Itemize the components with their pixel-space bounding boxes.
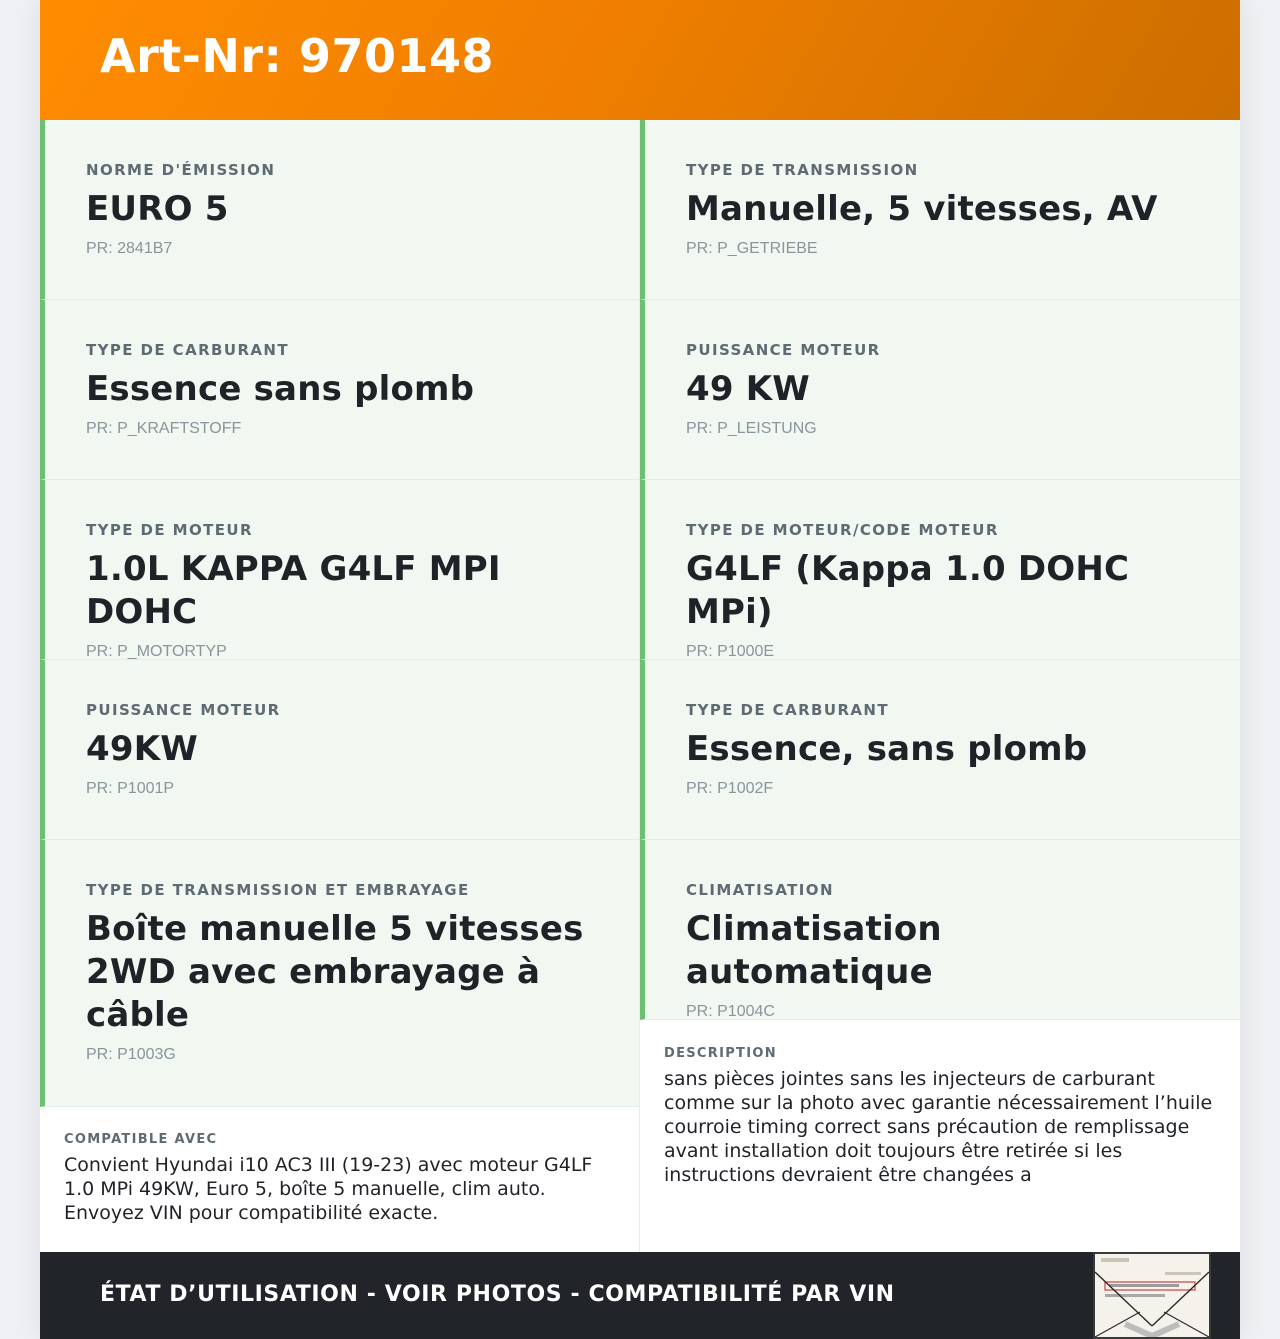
description-label: DESCRIPTION [664, 1046, 777, 1061]
footer-banner [40, 1252, 1240, 1339]
spec-card [640, 840, 1240, 1020]
spec-card [40, 480, 640, 660]
spec-label: TYPE DE CARBURANT [86, 341, 290, 359]
header-banner [40, 0, 1240, 120]
spec-code: PR: P_MOTORTYP [86, 643, 227, 660]
spec-value: Essence sans plomb [86, 369, 475, 409]
compatibility-note [40, 1107, 640, 1252]
spec-code: PR: P_KRAFTSTOFF [86, 420, 242, 437]
condition-banner-text: ÉTAT D’UTILISATION - VOIR PHOTOS - COMPATIBILITÉ PAR VIN [100, 1282, 895, 1307]
spec-card [640, 480, 1240, 660]
spec-code: PR: P1000E [686, 643, 775, 660]
spec-column-left [40, 120, 640, 1107]
spec-label: TYPE DE TRANSMISSION ET EMBRAYAGE [86, 881, 470, 899]
spec-label: PUISSANCE MOTEUR [86, 701, 281, 719]
spec-label: NORME D'ÉMISSION [86, 161, 276, 179]
spec-code: PR: 2841B7 [86, 240, 173, 257]
spec-code: PR: P_GETRIEBE [686, 240, 818, 257]
product-sheet [40, 0, 1240, 1339]
spec-card [640, 660, 1240, 840]
spec-label: PUISSANCE MOTEUR [686, 341, 881, 359]
spec-card [40, 660, 640, 840]
spec-value: G4LF (Kappa 1.0 DOHC MPi) [686, 549, 1130, 632]
spec-label: TYPE DE TRANSMISSION [686, 161, 919, 179]
spec-code: PR: P1004C [686, 1003, 775, 1020]
spec-code: PR: P1003G [86, 1046, 176, 1063]
spec-label: CLIMATISATION [686, 881, 834, 899]
description-note [640, 1020, 1240, 1252]
spec-card [640, 120, 1240, 300]
spec-label: TYPE DE CARBURANT [686, 701, 890, 719]
spec-label: TYPE DE MOTEUR/CODE MOTEUR [686, 521, 999, 539]
spec-value: 49 KW [686, 369, 811, 409]
spec-value: Climatisation automatique [686, 909, 942, 992]
article-number-title: Art-Nr: 970148 [100, 29, 495, 83]
spec-value: Boîte manuelle 5 vitesses 2WD avec embrayage à câble [86, 909, 584, 1035]
compatibility-text: Convient Hyundai i10 AC3 III (19-23) avec moteur G4LF 1.0 MPi 49KW, Euro 5, boîte 5 manuelle, clim auto. Envoyez VIN pour compatibilité exacte. [64, 1154, 593, 1224]
thumbnail-graphic [1095, 1254, 1209, 1337]
spec-value: 1.0L KAPPA G4LF MPI DOHC [86, 549, 501, 632]
compatibility-label: COMPATIBLE AVEC [64, 1132, 218, 1147]
spec-column-right [640, 120, 1240, 1020]
spec-code: PR: P1001P [86, 780, 175, 797]
spec-code: PR: P_LEISTUNG [686, 420, 817, 437]
document-photo-thumbnail-icon[interactable] [1093, 1252, 1211, 1339]
spec-value: Essence, sans plomb [686, 729, 1088, 769]
description-text: sans pièces jointes sans les injecteurs de carburant comme sur la photo avec garantie nécessairement l’huile courroie timing correct sans précaution de remplissage avant installation doit toujours être retirée si les instructions devraient être changées a [664, 1068, 1213, 1186]
spec-card [40, 120, 640, 300]
spec-code: PR: P1002F [686, 780, 774, 797]
spec-value: Manuelle, 5 vitesses, AV [686, 189, 1158, 229]
spec-value: EURO 5 [86, 189, 229, 229]
spec-card [640, 300, 1240, 480]
spec-value: 49KW [86, 729, 198, 769]
spec-card [40, 840, 640, 1107]
spec-label: TYPE DE MOTEUR [86, 521, 253, 539]
spec-card [40, 300, 640, 480]
